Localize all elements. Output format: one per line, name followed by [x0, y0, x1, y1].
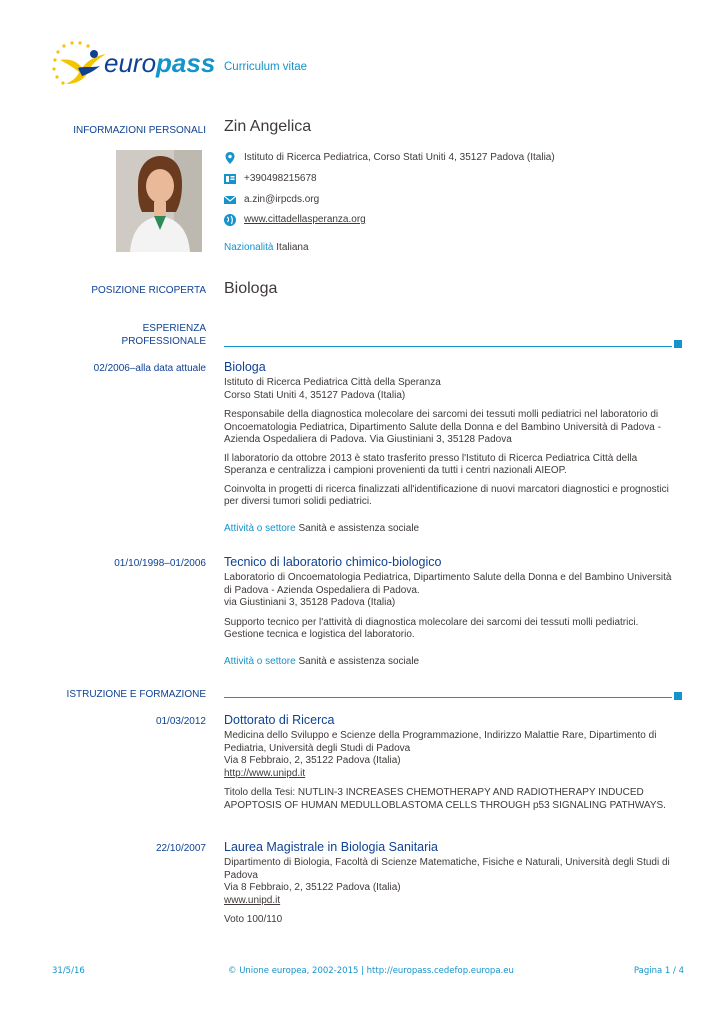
doc-title: Curriculum vitae — [224, 61, 308, 73]
job-2 — [224, 555, 684, 668]
job-1-desc3: Coinvolta in progetti di ricerca finalizzati all'identificazione di nuovi marcatori diagnostici e prognostici per diversi tumori solidi pediatrici. — [224, 483, 669, 507]
experience-divider-marker — [674, 340, 682, 348]
edu-1-date: 01/03/2012 — [155, 716, 206, 727]
nationality — [224, 242, 309, 253]
job-1-org-line1: Istituto di Ricerca Pediatrica Città della Speranza — [224, 377, 441, 388]
education-divider — [224, 697, 672, 698]
nationality-label: Nazionalità — [224, 242, 274, 253]
edu-2-link[interactable]: www.unipd.it — [224, 894, 281, 906]
edu-1-address: Via 8 Febbraio, 2, 35122 Padova (Italia) — [224, 755, 401, 766]
edu-2-date: 22/10/2007 — [155, 843, 206, 854]
edu-1 — [224, 713, 684, 812]
job-1-desc2: Il laboratorio da ottobre 2013 è stato trasferito presso l'Istituto di Ricerca Pediatrica Città della Speranza e centralizza i campioni provenienti da tutti i centri nazionali AIEOP. — [224, 452, 638, 476]
europass-logo — [48, 38, 216, 90]
job-2-sector-value: Sanità e assistenza sociale — [298, 655, 420, 667]
footer-date: 31/5/16 — [52, 966, 85, 976]
job-1-date: 02/2006–alla data attuale — [93, 363, 206, 374]
email-text[interactable]: a.zin@irpcds.org — [244, 194, 320, 205]
person-name: Zin Angelica — [224, 118, 312, 135]
phone-text: +390498215678 — [244, 173, 317, 184]
website-link[interactable]: www.cittadellasperanza.org — [244, 214, 366, 225]
experience-divider — [224, 346, 672, 347]
personal-info-label: INFORMAZIONI PERSONALI — [73, 125, 206, 136]
job-1-org-line2: Corso Stati Uniti 4, 35127 Padova (Italia) — [224, 389, 406, 401]
address-text: Istituto di Ricerca Pediatrica, Corso Stati Uniti 4, 35127 Padova (Italia) — [244, 152, 555, 163]
position-label: POSIZIONE RICOPERTA — [91, 285, 206, 296]
logo-text-pass: pass — [156, 48, 216, 78]
edu-2-org: Dipartimento di Biologia, Facoltà di Scienze Matematiche, Fisiche e Naturali, Università degli Studi di Padova — [224, 857, 670, 881]
job-2-sector — [224, 656, 684, 669]
job-1-sector — [224, 523, 684, 536]
edu-2-title: Laurea Magistrale in Biologia Sanitaria — [224, 840, 439, 854]
position-value: Biologa — [224, 280, 278, 297]
job-1 — [224, 360, 684, 535]
job-1-title: Biologa — [224, 360, 266, 374]
job-2-desc1: Supporto tecnico per l'attività di diagnostica molecolare dei sarcomi dei tessuti molli pediatrici. — [224, 616, 639, 628]
job-2-date: 01/10/1998–01/2006 — [114, 558, 206, 569]
phone-icon — [224, 173, 236, 185]
logo-text-euro: euro — [104, 48, 157, 78]
edu-1-link[interactable]: http://www.unipd.it — [224, 767, 306, 779]
experience-label — [0, 322, 206, 348]
job-1-desc1: Responsabile della diagnostica molecolare dei sarcomi dei tessuti molli pediatrici nel laboratorio di Oncoematologia Pediatrica, Dipartimento Salute della Donna e del Bambino Università di Padova - Azienda Ospedaliera di Padova. Via Giustiniani 3, 35128 Padova — [224, 409, 661, 445]
job-2-sector-label: Attività o settore — [224, 655, 296, 667]
experience-label-line1: ESPERIENZA — [142, 323, 206, 334]
footer-copyright: © Unione europea, 2002-2015 | http://europass.cedefop.europa.eu — [228, 966, 514, 976]
job-2-desc2: Gestione tecnica e logistica del laboratorio. — [224, 629, 415, 640]
education-label: ISTRUZIONE E FORMAZIONE — [66, 689, 206, 700]
location-pin-icon — [224, 152, 236, 164]
email-icon — [224, 194, 236, 206]
job-2-org-line2: via Giustiniani 3, 35128 Padova (Italia) — [224, 597, 396, 608]
edu-2 — [224, 840, 684, 927]
nationality-value: Italiana — [276, 242, 309, 253]
footer-page-number: Pagina 1 / 4 — [633, 966, 684, 976]
job-1-sector-value: Sanità e assistenza sociale — [298, 522, 420, 534]
education-divider-marker — [674, 692, 682, 700]
job-2-title: Tecnico di laboratorio chimico-biologico — [224, 555, 442, 569]
edu-2-address: Via 8 Febbraio, 2, 35122 Padova (Italia) — [224, 882, 401, 893]
experience-label-line2: PROFESSIONALE — [121, 336, 206, 347]
edu-1-title: Dottorato di Ricerca — [224, 713, 335, 727]
globe-icon — [224, 214, 236, 226]
edu-2-grade: Voto 100/110 — [224, 914, 283, 925]
job-1-sector-label: Attività o settore — [224, 522, 296, 534]
edu-1-thesis: Titolo della Tesi: NUTLIN-3 INCREASES CHEMOTHERAPY AND RADIOTHERAPY INDUCED APOPTOSIS OF HUMAN MEDULLOBLASTOMA CELLS THROUGH p53 SIGNALING PATHWAYS. — [224, 787, 666, 811]
edu-1-org: Medicina dello Sviluppo e Scienze della Programmazione, Indirizzo Malattie Rare, Dipartimento di Pediatria, Università degli Studi di Padova — [224, 730, 657, 754]
job-2-org-line1: Laboratorio di Oncoematologia Pediatrica, Dipartimento Salute della Donna e del Bambino Università di Padova - Azienda Ospedaliera di Padova. — [224, 572, 672, 596]
profile-photo — [116, 150, 202, 252]
